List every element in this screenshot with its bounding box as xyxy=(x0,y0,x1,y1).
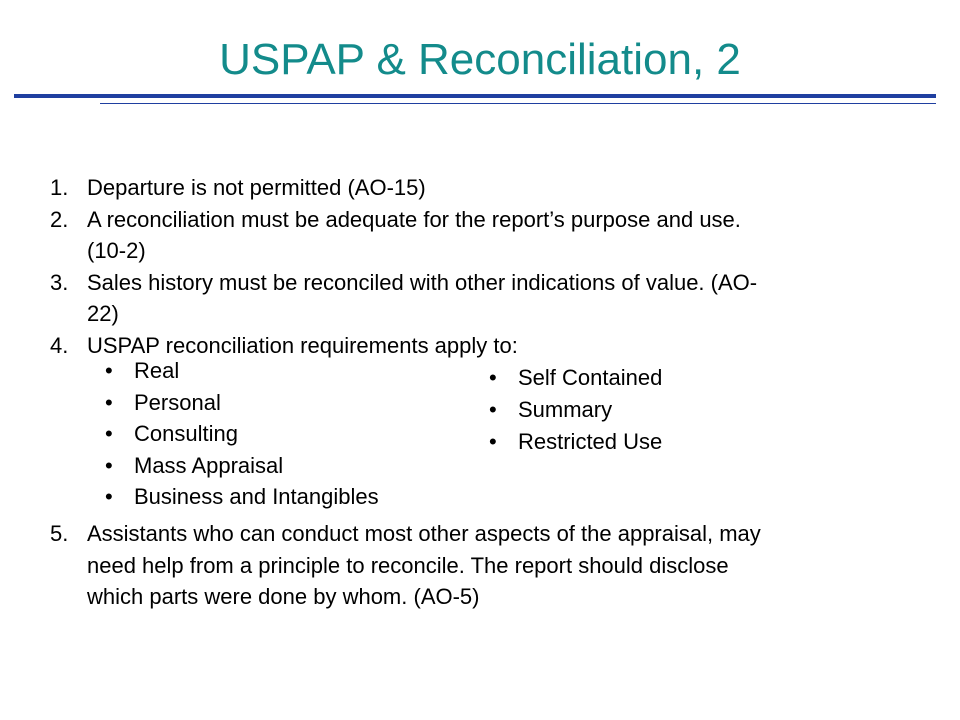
list-item-line: which parts were done by whom. (AO-5) xyxy=(87,584,480,609)
list-item-line: Sales history must be reconciled with other indications of value. (AO- xyxy=(87,269,758,295)
list-item-3 xyxy=(50,267,920,330)
bullet-dot: • xyxy=(105,484,113,509)
list-item-line: (10-2) xyxy=(87,238,146,263)
bullet-text: Mass Appraisal xyxy=(134,452,284,478)
content-list xyxy=(50,172,920,613)
bullet-dot: • xyxy=(105,452,113,478)
list-item-line: Assistants who can conduct most other aspects of the appraisal, may xyxy=(87,521,761,546)
bullet-text: Real xyxy=(134,358,180,383)
bullet-dot: • xyxy=(489,429,497,454)
bullet-item xyxy=(105,450,284,482)
bullet-item xyxy=(489,394,613,426)
bullet-text: Self Contained xyxy=(518,365,663,390)
list-item-line: need help from a principle to reconcile. The report should disclose xyxy=(87,552,729,578)
list-number: 5. xyxy=(50,521,69,546)
list-item-text: Departure is not permitted (AO-15) xyxy=(87,175,426,200)
bullet-text: Personal xyxy=(134,389,221,415)
bullet-item xyxy=(105,355,180,387)
list-item-4 xyxy=(50,330,920,362)
bullet-dot: • xyxy=(105,389,113,415)
bullet-dot: • xyxy=(105,421,113,446)
title-rule-thick xyxy=(14,94,936,98)
list-item-1 xyxy=(50,172,920,204)
bullet-text: Restricted Use xyxy=(518,429,663,454)
list-item-5 xyxy=(50,518,920,613)
bullet-item xyxy=(105,387,221,419)
sub-bullets xyxy=(50,358,920,518)
bullet-item xyxy=(105,418,238,450)
bullet-text: Summary xyxy=(518,397,613,422)
list-number: 1. xyxy=(50,175,69,200)
bullet-dot: • xyxy=(489,397,497,422)
list-number: 3. xyxy=(50,269,69,295)
list-item-2 xyxy=(50,204,920,267)
list-number: 4. xyxy=(50,332,69,358)
list-number: 2. xyxy=(50,206,69,232)
bullet-dot: • xyxy=(489,365,497,390)
page-title: USPAP & Reconciliation, 2 xyxy=(219,35,741,84)
list-item-line: 22) xyxy=(87,301,119,326)
title-rule-thin xyxy=(100,103,936,104)
bullet-item xyxy=(105,481,379,513)
bullet-text: Consulting xyxy=(134,421,238,446)
list-item-text: USPAP reconciliation requirements apply to: xyxy=(87,332,518,358)
bullet-item xyxy=(489,362,663,394)
list-item-line: A reconciliation must be adequate for the report’s purpose and use. xyxy=(87,206,741,232)
bullet-dot: • xyxy=(105,358,113,383)
bullet-text: Business and Intangibles xyxy=(134,484,379,509)
bullet-item xyxy=(489,426,663,458)
